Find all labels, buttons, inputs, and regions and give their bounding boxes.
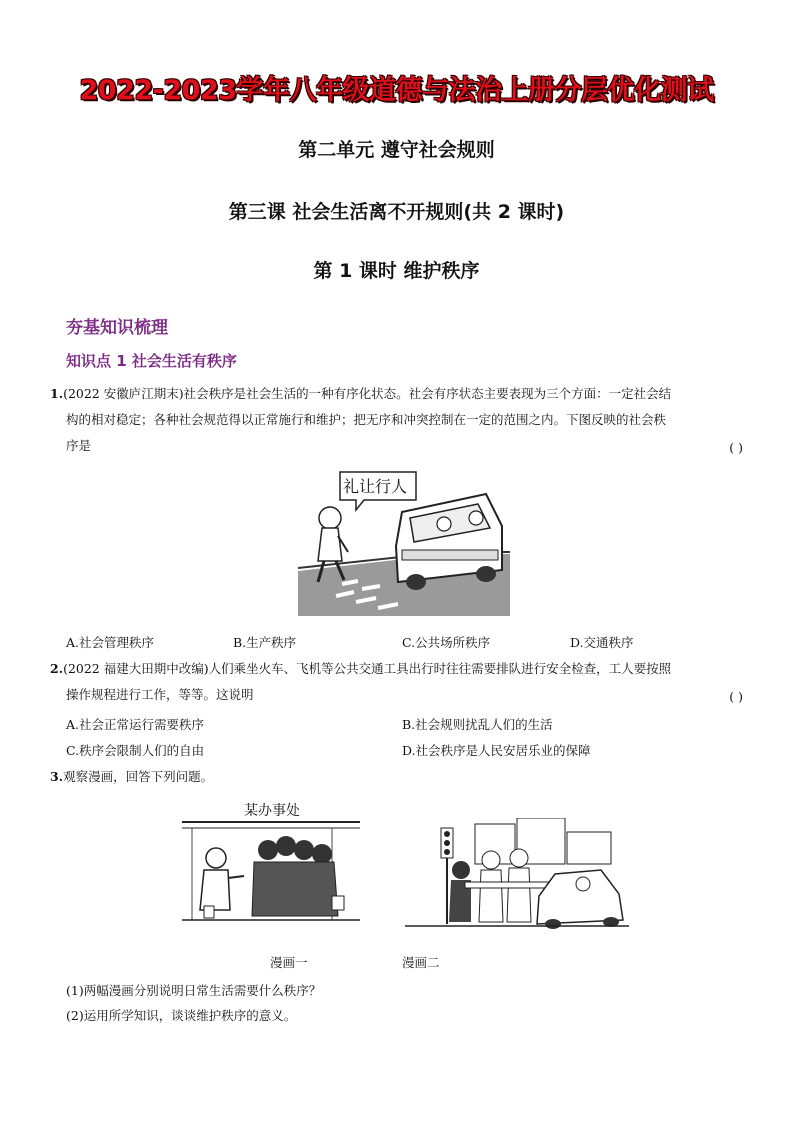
period-title: 第 1 课时 维护秩序 xyxy=(313,260,480,282)
comic-one-sign-text: 某办事处 xyxy=(244,803,300,819)
option-b: B.社会规则扰乱人们的生活 xyxy=(402,717,553,732)
question-text: 构的相对稳定；各种社会规范得以正常施行和维护；把无序和冲突控制在一定的范围之内。下图反映的社会秩 xyxy=(66,412,667,427)
traffic-illustration xyxy=(298,466,510,616)
answer-parentheses: ( ) xyxy=(729,689,743,704)
option-a: A.社会正常运行需要秩序 xyxy=(66,717,205,732)
answer-parentheses: ( ) xyxy=(729,440,743,455)
comic-two-caption: 漫画二 xyxy=(402,955,440,970)
option-d: D.交通秩序 xyxy=(570,635,634,650)
comic-one-caption: 漫画一 xyxy=(270,955,308,970)
question-number: 3. xyxy=(50,769,64,784)
option-a: A.社会管理秩序 xyxy=(66,635,155,650)
option-c: C.秩序会限制人们的自由 xyxy=(66,743,205,758)
knowledge-point-heading: 知识点 1 社会生活有秩序 xyxy=(66,352,237,370)
lesson-title: 第三课 社会生活离不开规则(共 2 课时) xyxy=(228,201,565,223)
question-number: 2. xyxy=(50,661,64,676)
question-3 xyxy=(50,764,742,790)
unit-title: 第二单元 遵守社会规则 xyxy=(298,139,495,161)
crosswalk-sign-text: 礼让行人 xyxy=(343,477,408,496)
comic-one-image xyxy=(182,800,360,928)
question-text: (2022 安徽庐江期末)社会秩序是社会生活的一种有序化状态。社会有序状态主要表现为三个方面：一定社会结 xyxy=(63,386,672,401)
question-2 xyxy=(50,656,742,708)
test-banner-title: 2022-2023学年八年级道德与法治上册分层优化测试 xyxy=(79,75,714,106)
question-text: 序是 xyxy=(66,438,92,453)
section-heading: 夯基知识梳理 xyxy=(66,318,168,338)
question-1 xyxy=(50,381,742,459)
option-d: D.社会秩序是人民安居乐业的保障 xyxy=(402,743,591,758)
question-text: 操作规程进行工作，等等。这说明 xyxy=(66,687,254,702)
option-b: B.生产秩序 xyxy=(233,635,297,650)
question-text: (2022 福建大田期中改编)人们乘坐火车、飞机等公共交通工具出行时往往需要排队进行安全检查，工人要按照 xyxy=(63,661,672,676)
sub-question-1: (1)两幅漫画分别说明日常生活需要什么秩序？ xyxy=(66,983,322,998)
question-number: 1. xyxy=(50,386,64,401)
sub-question-2: (2)运用所学知识，谈谈维护秩序的意义。 xyxy=(66,1008,297,1023)
comic-two-image xyxy=(405,818,629,930)
option-c: C.公共场所秩序 xyxy=(402,635,491,650)
question-text: 观察漫画，回答下列问题。 xyxy=(63,769,214,784)
